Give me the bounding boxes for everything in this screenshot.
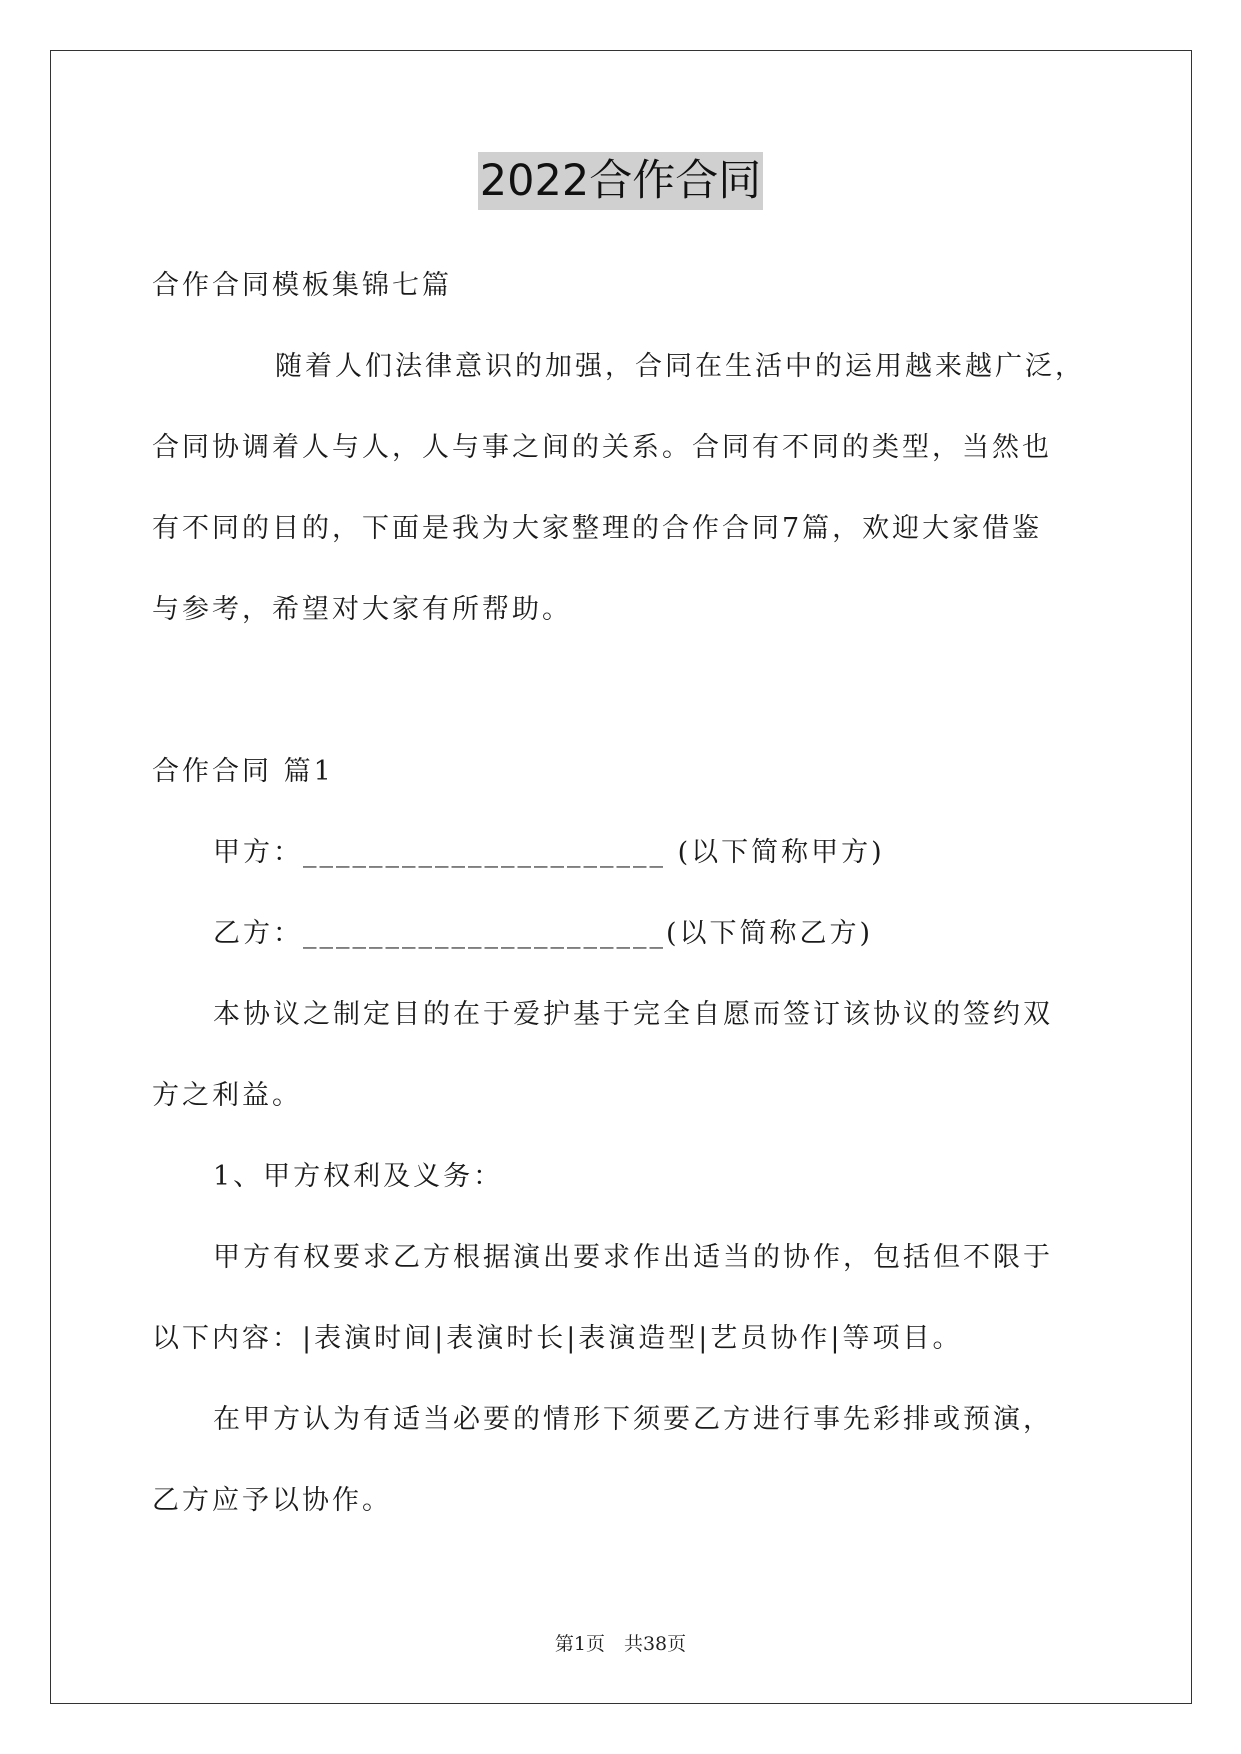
clause-line-3: 在甲方认为有适当必要的情形下须要乙方进行事先彩排或预演， xyxy=(213,1404,1053,1435)
intro-line-2: 合同协调着人与人，人与事之间的关系。合同有不同的类型，当然也 xyxy=(152,432,1052,463)
subtitle-line: 合作合同模板集锦七篇 xyxy=(152,270,452,301)
clause-line-2: 以下内容：|表演时间|表演时长|表演造型|艺员协作|等项目。 xyxy=(152,1323,963,1354)
document-title: 2022合作合同 xyxy=(478,152,763,210)
intro-line-3: 有不同的目的，下面是我为大家整理的合作合同7篇，欢迎大家借鉴 xyxy=(152,513,1043,544)
purpose-line-2: 方之利益。 xyxy=(152,1080,302,1111)
page-number-footer: 第1页 共38页 xyxy=(554,1633,687,1655)
clause-heading: 1、甲方权利及义务： xyxy=(213,1161,504,1192)
section-heading: 合作合同 篇1 xyxy=(152,756,334,787)
party-b-line: 乙方：______________________(以下简称乙方) xyxy=(213,918,874,949)
intro-line-1: 随着人们法律意识的加强，合同在生活中的运用越来越广泛， xyxy=(275,351,1085,382)
intro-line-4: 与参考，希望对大家有所帮助。 xyxy=(152,594,572,625)
clause-line-1: 甲方有权要求乙方根据演出要求作出适当的协作，包括但不限于 xyxy=(213,1242,1053,1273)
purpose-line-1: 本协议之制定目的在于爱护基于完全自愿而签订该协议的签约双 xyxy=(213,999,1053,1030)
clause-line-4: 乙方应予以协作。 xyxy=(152,1485,392,1516)
party-a-line: 甲方：______________________ (以下简称甲方) xyxy=(213,837,885,868)
title-container xyxy=(0,152,1241,210)
